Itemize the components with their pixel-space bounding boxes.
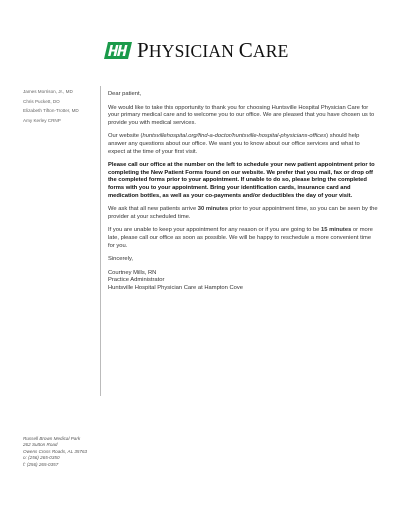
address-street: 262 Sutton Road xyxy=(23,442,58,448)
address-name: Russell Brown Medical Park xyxy=(23,436,81,441)
brand-logo xyxy=(104,38,289,63)
doctor-list xyxy=(23,89,101,127)
brand-name: PHYSICIAN CARE xyxy=(137,38,289,62)
address-phone: o: (256) 265-0350 xyxy=(23,455,60,461)
doctor-name: Elizabeth Tifton-Trotter, MD xyxy=(23,108,79,114)
signer-org: Huntsville Hospital Physician Care at Hampton Cove xyxy=(108,284,243,291)
paragraph-instructions: Please call our office at the number on the left to schedule your new patient appointment prior to completing the New Patient Forms found on our website. We prefer that you mail, fax or drop off the completed forms prior to your appointment. If unable to do so, please bring the completed forms with you to your appointment. Bring your identification cards, insurance card and medication bottles, as well as your co-payments and/or deductibles the day of your visit. xyxy=(108,162,375,199)
address-city: Owens Cross Roads, AL 35763 xyxy=(23,448,88,454)
vertical-divider xyxy=(100,86,101,396)
closing: Sincerely, xyxy=(108,256,134,263)
paragraph-late-policy: If you are unable to keep your appointment for any reason or if you are going to be 15 minutes or more late, please call our office as soon as possible. We will be happy to reschedule a more convenient time for you. xyxy=(108,227,373,249)
address-fax: f: (256) 265-0357 xyxy=(23,461,59,467)
doctor-name: Amy Kerley CRNP xyxy=(23,117,61,123)
signer-title: Practice Administrator xyxy=(108,277,165,284)
letter-body xyxy=(108,91,378,292)
salutation: Dear patient, xyxy=(108,91,142,97)
office-address xyxy=(23,436,87,468)
paragraph-website: Our website (huntsvillehospital.org/find-a-doctor/huntsville-hospital-physicians-offices) should help answer any questions about our office. We want you to know about our office services and what to expect at the time of your first visit. xyxy=(108,133,360,155)
hh-logo-icon xyxy=(104,42,132,59)
doctor-name: Chris Puckett, DO xyxy=(23,98,60,104)
website-link[interactable]: huntsvillehospital.org/find-a-doctor/huntsville-hospital-physicians-offices xyxy=(142,133,327,140)
doctor-name: James Morrison, Jr., MD xyxy=(23,89,73,94)
signer-name: Courtney Mills, RN xyxy=(108,269,157,276)
paragraph-welcome: We would like to take this opportunity to thank you for choosing Huntsville Hospital Physician Care for your primary medical care and to welcome you to our office. We are pleased that you have chosen us to provide you with medical services. xyxy=(108,104,375,126)
paragraph-arrival: We ask that all new patients arrive 30 minutes prior to your appointment time, so you can be seen by the provider at your scheduled time. xyxy=(108,206,378,220)
signature-block xyxy=(108,270,378,293)
